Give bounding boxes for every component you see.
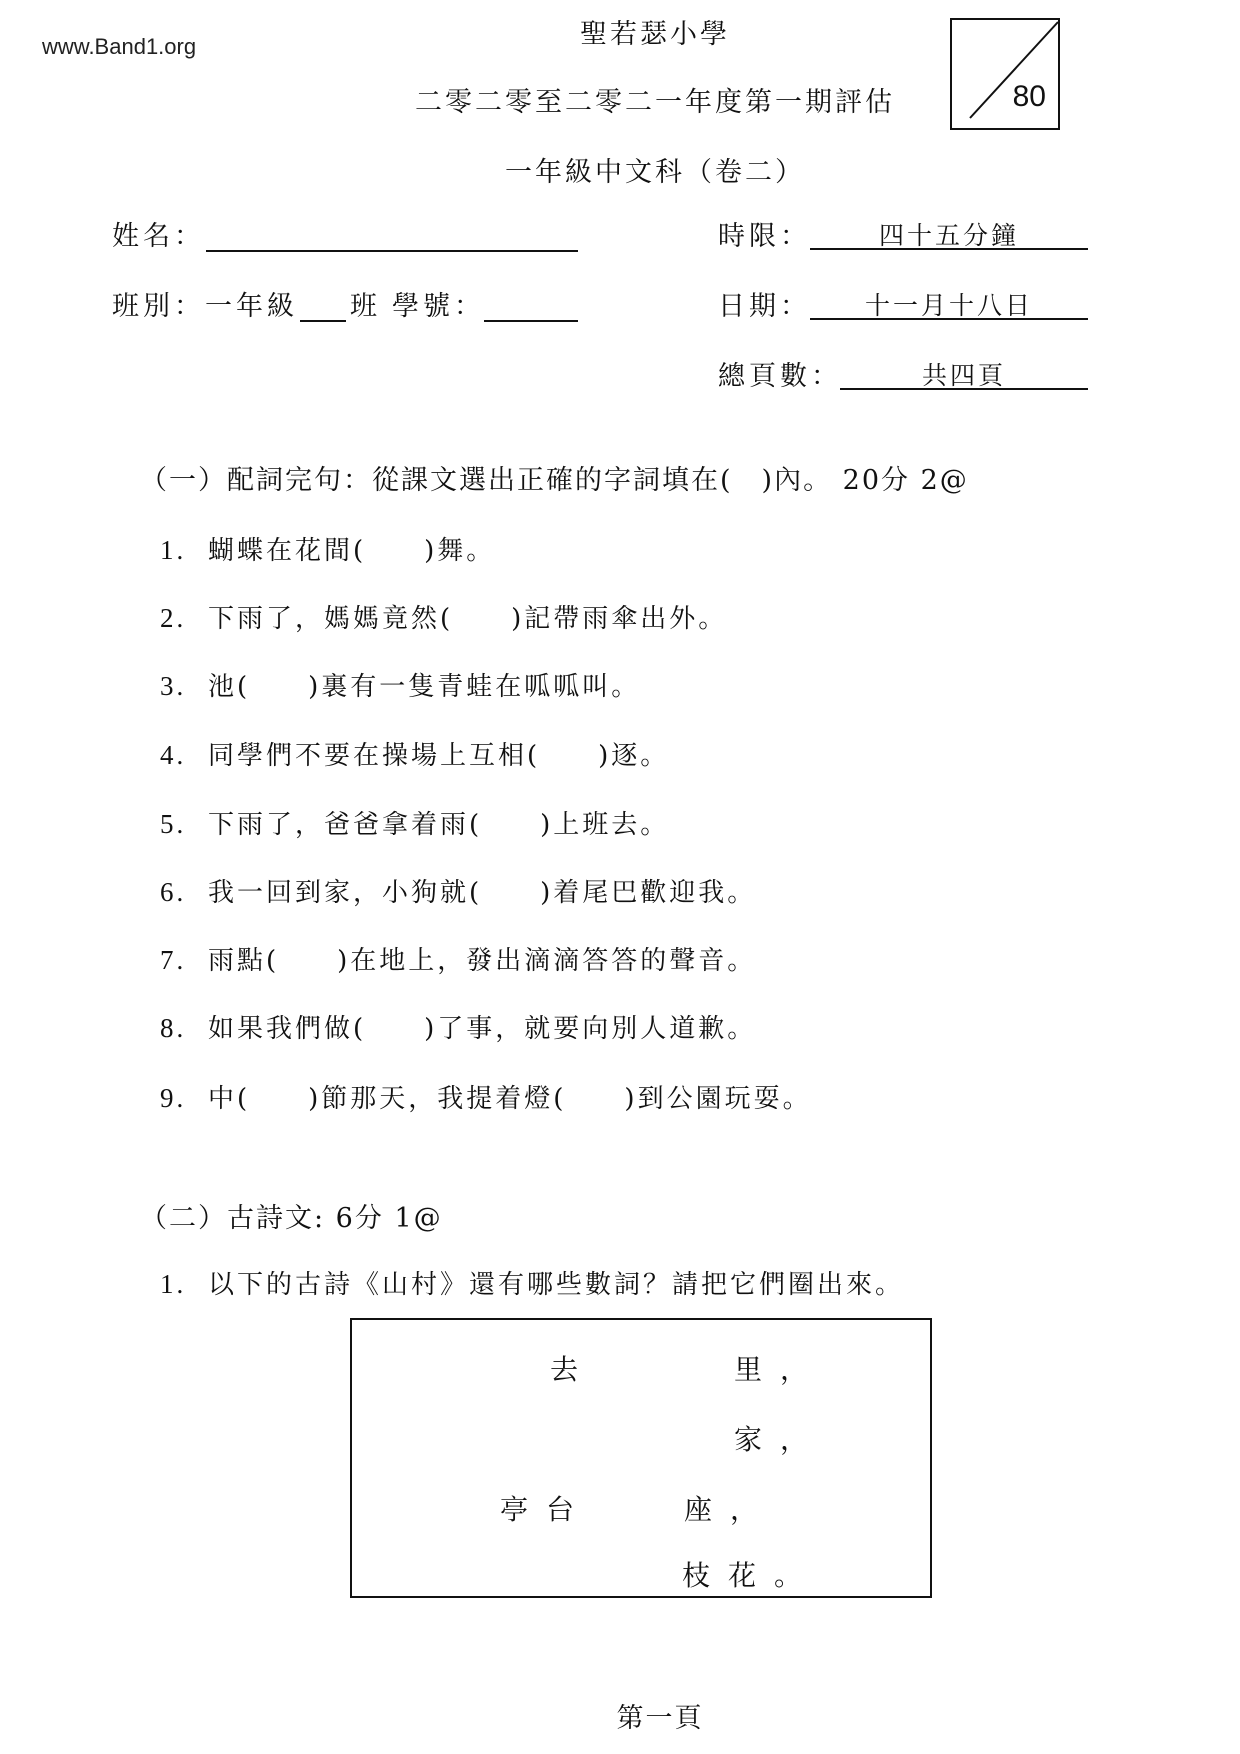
- class-label: 班別：一年級: [112, 291, 298, 322]
- pages-value: 共四頁: [921, 361, 1006, 390]
- school-name: 聖若瑟小學: [580, 19, 730, 50]
- poem-box: [350, 1318, 932, 1598]
- score-diagonal: [952, 20, 1062, 132]
- section2-title: （二）古詩文: 6分 1@: [140, 1203, 443, 1234]
- poem-line-4: 枝花。: [590, 1559, 821, 1592]
- term-title: 二零二零至二零二一年度第一期評估: [415, 87, 895, 118]
- total-score: 80: [1012, 80, 1046, 113]
- poem-line-3: 亭台 座，: [500, 1493, 777, 1526]
- question-8: 8. 如果我們做( )了事，就要向別人道歉。: [160, 1013, 757, 1044]
- poem-line-2: 家，: [550, 1423, 827, 1456]
- student-number-field[interactable]: [484, 320, 578, 322]
- question-7: 7. 雨點( )在地上，發出滴滴答答的聲音。: [160, 945, 757, 976]
- subject-title: 一年級中文科（卷二）: [505, 157, 805, 188]
- class-suffix: 班: [350, 291, 381, 322]
- pages-underline: [840, 388, 1088, 390]
- date-value: 十一月十八日: [864, 291, 1033, 320]
- question-1: 1. 蝴蝶在花間( )舞。: [160, 535, 496, 566]
- watermark: www.Band1.org: [42, 34, 197, 59]
- score-box: [950, 18, 1060, 130]
- time-label: 時限：: [718, 221, 811, 252]
- date-label: 日期：: [718, 291, 811, 322]
- time-underline: [810, 248, 1088, 250]
- question-6: 6. 我一回到家，小狗就( )着尾巴歡迎我。: [160, 877, 757, 908]
- pages-label: 總頁數：: [718, 361, 842, 392]
- section2-question-1: 1. 以下的古詩《山村》還有哪些數詞？請把它們圈出來。: [160, 1269, 905, 1300]
- question-2: 2. 下雨了，媽媽竟然( )記帶雨傘出外。: [160, 603, 728, 634]
- section1-title: （一）配詞完句：從課文選出正確的字詞填在( )內。 20分 2@: [140, 465, 969, 496]
- name-label: 姓名：: [112, 221, 205, 252]
- page-footer: 第一頁: [616, 1703, 704, 1734]
- student-number-label: 學號：: [392, 291, 485, 322]
- question-4: 4. 同學們不要在操場上互相( )逐。: [160, 740, 670, 771]
- name-field[interactable]: [206, 250, 578, 252]
- question-3: 3. 池( )裏有一隻青蛙在呱呱叫。: [160, 671, 641, 702]
- time-value: 四十五分鐘: [878, 221, 1019, 250]
- class-field[interactable]: [300, 320, 346, 322]
- poem-line-1: 去 里，: [550, 1353, 827, 1386]
- date-underline: [810, 318, 1088, 320]
- question-5: 5. 下雨了，爸爸拿着雨( )上班去。: [160, 809, 670, 840]
- question-9: 9. 中( )節那天，我提着燈( )到公園玩耍。: [160, 1083, 812, 1114]
